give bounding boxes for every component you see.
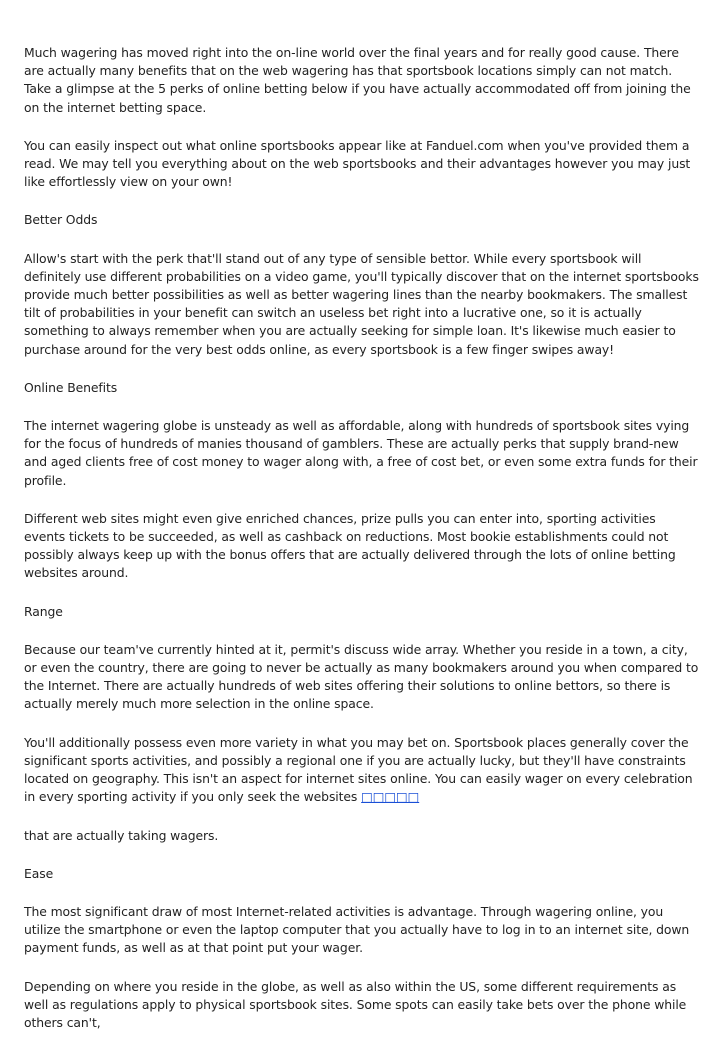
heading-better-odds: Better Odds: [24, 212, 98, 228]
paragraph-better-odds: Allow's start with the perk that'll stand out of any type of sensible bettor. While every sportsbook will definitely use different probabilities on a video game, you'll typically discover that on the internet sportsbooks provide much better possibilities as well as better wagering lines than the nearby bookmakers. The smallest tilt of probabilities in your benefit can switch an useless bet right into a lucrative one, so it is actually something to always remember when you are actually seeking for simple loan. It's likewise much easier to purchase around for the very best odds online, as every sportsbook is a few finger swipes away!: [24, 250, 699, 357]
heading-range: Range: [24, 603, 63, 619]
document-body: [24, 44, 700, 1052]
paragraph-range-2-text: You'll additionally possess even more variety in what you may bet on. Sportsbook places generally cover the significant sports activities, and possibly a regional one if you are actually lucky, but they'll have constraints located on geography. This isn't an aspect for internet sites online. You can easily wager on every celebration in every sporting activity if you only seek the websites: [24, 734, 693, 805]
heading-online-benefits: Online Benefits: [24, 379, 118, 395]
paragraph-range-1: Because our team've currently hinted at it, permit's discuss wide array. Whether you reside in a town, a city, or even the country, there are going to never be actually as many bookmakers around you when compared to the Internet. There are actually hundreds of web sites offering their solutions to online bettors, so there is actually merely much more selection in the online space.: [24, 641, 699, 712]
paragraph-ease-2: Depending on where you reside in the globe, as well as also within the US, some different requirements as well as regulations apply to physical sportsbook sites. Some spots can easily take bets over the phone while others can't,: [24, 978, 687, 1030]
heading-ease: Ease: [24, 865, 54, 881]
paragraph-intro: Much wagering has moved right into the on-line world over the final years and for really good cause. There are actually many benefits that on the web wagering has that sportsbook locations simply can not match. Take a glimpse at the 5 perks of online betting below if you have actually accommodated off from joining the on the internet betting space.: [24, 45, 691, 115]
paragraph-online-benefits-2: Different web sites might even give enriched chances, prize pulls you can enter into, sporting activities events tickets to be succeeded, as well as cashback on reductions. Most bookie establishments could not possibly always keep up with the bonus offers that are actually delivered through the lots of online betting websites around.: [24, 510, 676, 581]
paragraph-ease-1: The most significant draw of most Internet-related activities is advantage. Through wagering online, you utilize the smartphone or even the laptop computer that you actually have to log in to an internet site, down payment funds, as well as at that point put your wager.: [24, 903, 690, 956]
paragraph-online-benefits-1: The internet wagering globe is unsteady as well as affordable, along with hundreds of sportsbook sites vying for the focus of hundreds of manies thousand of gamblers. These are actually perks that supply brand-new and aged clients free of cost money to wager along with, a free of cost bet, or even some extra funds for their profile.: [24, 418, 698, 488]
paragraph-fanduel: You can easily inspect out what online sportsbooks appear like at Fanduel.com when you've provided them a read. We may tell you everything about on the web sportsbooks and their advantages however you may just like effortlessly view on your own!: [24, 137, 691, 190]
paragraph-taking-wagers: that are actually taking wagers.: [24, 827, 219, 843]
websites-link[interactable]: □□□□□: [361, 789, 420, 805]
paragraph-range-2: [24, 734, 700, 807]
